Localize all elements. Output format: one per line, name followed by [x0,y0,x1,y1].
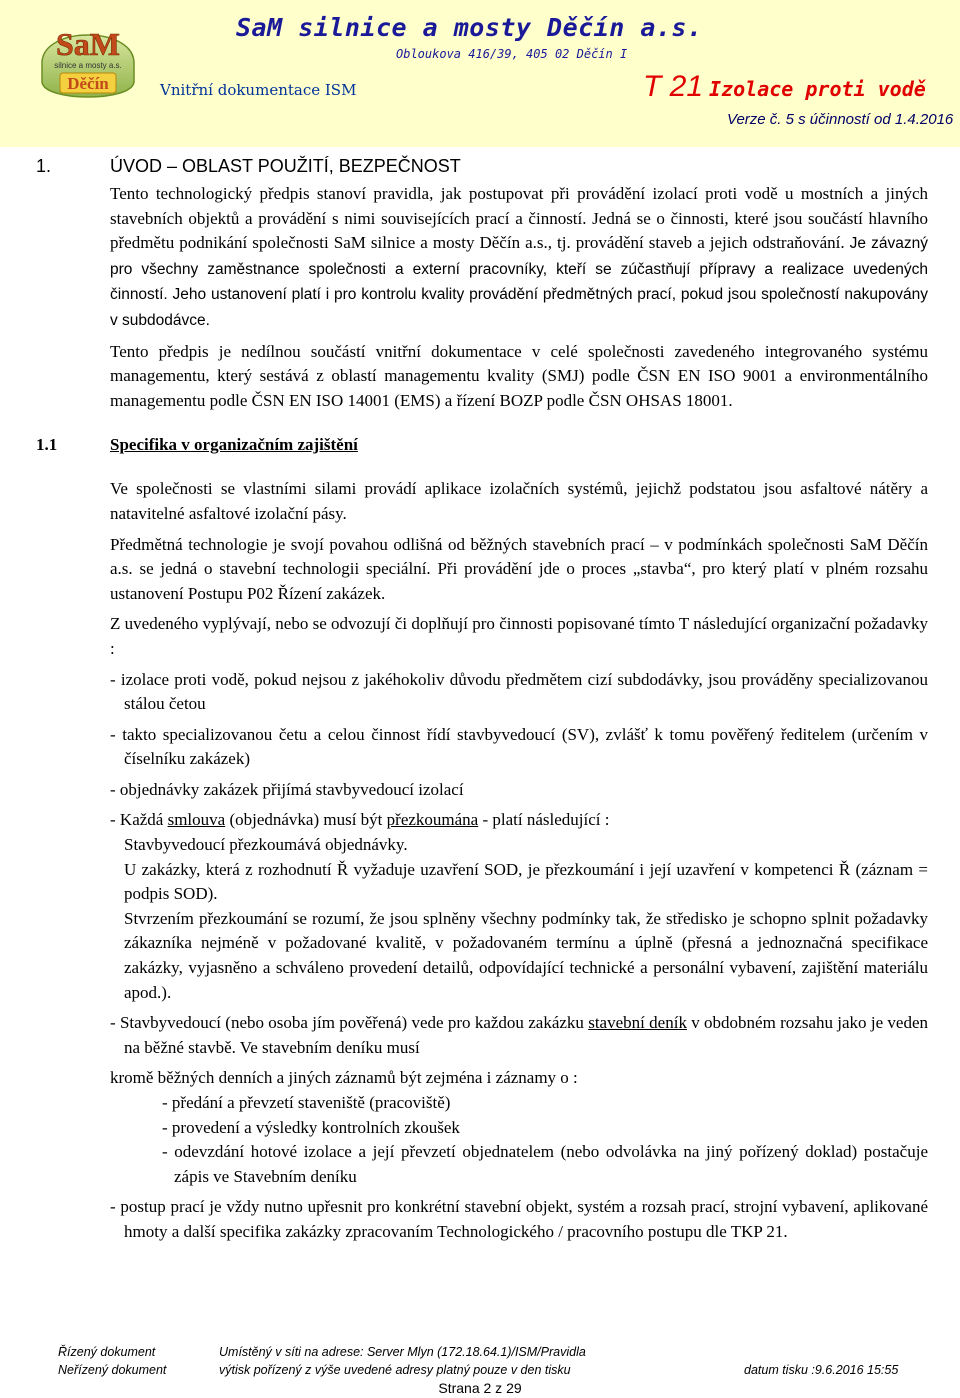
footer-controlled-label: Řízený dokument [58,1345,156,1359]
list-item: - Každá smlouva (objednávka) musí být přezkoumána - platí následující : [110,810,610,830]
company-name: SaM silnice a mosty Děčín a.s. [236,13,703,42]
sub-list-item: - provedení a výsledky kontrolních zkoušek [162,1117,460,1137]
sub-list-item: - předání a převzetí staveniště (pracoviště) [162,1093,451,1112]
section-title: Specifika v organizačním zajištění [110,435,358,455]
doc-number: T 21 [643,70,704,103]
underlined-term: stavební deník [588,1013,687,1033]
list-item-continuation: U zakázky, která z rozhodnutí Ř vyžaduje uzavření SOD, je přezkoumání i její uzavření v kompetenci Ř (záznam = podpis SOD). [124,859,928,904]
para-sans-part: Je závazný pro všechny zaměstnance společnosti a externí pracovníky, kteří se zúčastňují přípravy a realizace uvedených činností. Jeho ustanovení platí i pro kontrolu kvality provádění předmětných prací, pokud jsou společností nakupovány v subdodávce. [110,235,928,329]
section-1-1-para-2: Předmětná technologie je svojí povahou odlišná od běžných stavebních prací – v podmínkách společnosti SaM Děčín a.s. se jedná o stavební technologii speciální. Při provádění jde o proces „stavba“, pro který platí v plném rozsahu ustanovení Postupu P02 Řízení zakázek. [110,534,929,603]
section-1-1-heading [36,433,928,457]
page-number: Strana 2 z 29 [438,1380,522,1396]
doc-version: Verze č. 5 s účinností od 1.4.2016 [727,111,954,128]
footer-location: Umístěný v síti na adrese: Server Mlyn (172.18.64.1)/ISM/Pravidla [219,1345,586,1359]
list-item-continuation: kromě běžných denních a jiných záznamů být zejména i záznamy o : [110,1068,578,1088]
section-1-para-2: Tento předpis je nedílnou součástí vnitřní dokumentace v celé společnosti zavedeného integrovaného systému managementu, který sestává z oblastí managementu kvality (SMJ) podle ČSN EN ISO 9001 a environmentálního managementu podle ČSN EN ISO 14001 (EMS) a řízení BOZP podle ČSN OHSAS 18001. [110,341,928,410]
doc-name: Izolace proti vodě [709,77,926,101]
section-1-para-1: Tento technologický předpis stanoví pravidla, jak postupovat při provádění izolací proti vodě u mostních a jiných stavebních objektů a provádění s nimi souvisejících prací a činností. Jedná se o činnosti, které jsou součástí hlavního předmětu podnikání společnosti SaM silnice a mosty Děčín a.s., tj. provádění staveb a jejich odstraňování. Je závazný pro všechny zaměstnance společnosti a externí pracovníky, kteří se zúčastňují přípravy a realizace uvedených činností. Jeho ustanovení platí i pro kontrolu kvality provádění předmětných prací, pokud jsou společností nakupovány v subdodávce. [110,184,928,329]
section-number: 1.1 [36,435,58,455]
section-1-heading [36,152,928,178]
footer-print-date: datum tisku :9.6.2016 15:55 [744,1363,899,1377]
list-item-continuation: Stvrzením přezkoumání se rozumí, že jsou splněny všechny podmínky tak, že středisko je schopno splnit požadavky zákazníka nejméně v požadované kvalitě, v požadovaném termínu a úplně (přesná a jednoznačná specifikace zakázky, vyjasněno a schváleno provedení detailů, odpovídající technické a personální vybavení, zajištění materiálu apod.). [124,908,928,1002]
svg-text:SaM: SaM [56,26,120,62]
list-item: - takto specializovanou četu a celou činnost řídí stavbyvedoucí (SV), zvlášť k tomu pověřený ředitelem (určením v číselníku zakázek) [110,724,928,769]
section-number: 1. [36,156,52,176]
list-item: - Stavbyvedoucí (nebo osoba jím pověřená) vede pro každou zakázku stavební deník v obdobném rozsahu jako je veden na běžné stavbě. Ve stavebním deníku musí [110,1013,929,1057]
list-item: - postup prací je vždy nutno upřesnit pro konkrétní stavební objekt, systém a rozsah prací, strojní vybavení, aplikované hmoty a další specifika zakázky zpracovaním Technologického / pracovního postupu dle TKP 21. [110,1197,928,1241]
section-1-1-para-1: Ve společnosti se vlastními silami provádí aplikace izolačních systémů, jejichž podstatou jsou asfaltové nátěry a natavitelné asfaltové izolační pásy. [110,479,928,523]
footer-validity-note: výtisk pořízený z výše uvedené adresy platný pouze v den tisku [219,1363,571,1377]
svg-text:silnice a mosty a.s.: silnice a mosty a.s. [54,61,122,70]
header-band [0,0,960,147]
internal-doc-label: Vnitřní dokumentace ISM [160,81,357,99]
list-item: - objednávky zakázek přijímá stavbyvedoucí izolací [110,779,464,799]
footer-uncontrolled-label: Neřízený dokument [58,1363,167,1377]
underlined-term: smlouva [167,810,226,830]
svg-text:Děčín: Děčín [67,74,109,93]
list-item-continuation: Stavbyvedoucí přezkoumává objednávky. [124,835,408,855]
section-title: ÚVOD – OBLAST POUŽITÍ, BEZPEČNOST [110,156,461,176]
section-1-1-para-3: Z uvedeného vyplývají, nebo se odvozují či doplňují pro činnosti popisované tímto T následující organizační požadavky : [110,614,928,658]
company-logo [38,18,138,106]
document-body [36,152,929,1245]
doc-title [643,70,926,104]
company-address: Obloukova 416/39, 405 02 Děčín I [396,47,628,61]
sub-list-item: - odevzdání hotové izolace a její převzetí objednatelem (nebo odvolávka na jiný pořízený doklad) postačuje zápis ve Stavebním deníku [162,1142,928,1186]
list-item: - izolace proti vodě, pokud nejsou z jakéhokoliv důvodu předmětem cizí subdodávky, jsou prováděny specializovanou stálou četou [110,669,928,714]
underlined-term: přezkoumána [386,810,479,830]
